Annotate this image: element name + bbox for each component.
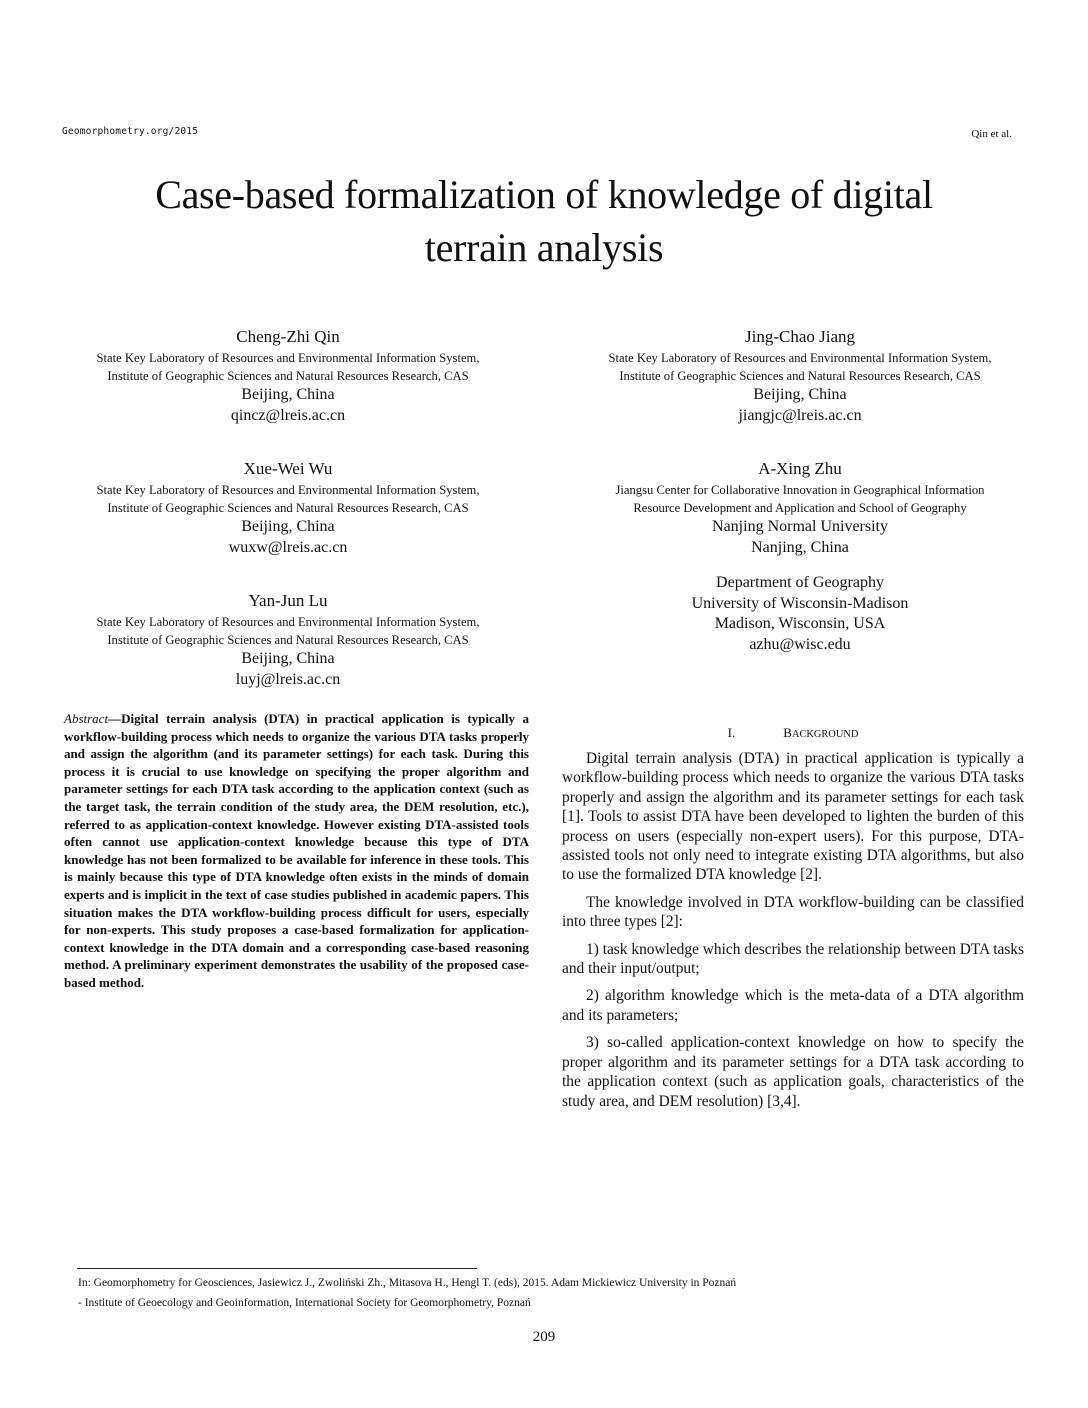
body-paragraph: 3) so-called application-context knowledge on how to specify the proper algorithm and its parameter settings for a DTA task according to the application context (such as application goals, characteristics of the study area, and DEM resolution) [3,4]. [562,1034,1024,1110]
abstract-text: —Digital terrain analysis (DTA) in practical application is typically a workflow-building process which needs to organize the various DTA tasks properly and assign the algorithm (and its parameter settings) for each task. During this process it is crucial to use knowledge on specifying the proper algorithm and parameter settings for each DTA task according to the application context (such as the target task, the terrain condition of the study area, the DEM resolution, etc.), referred to as application-context knowledge. However existing DTA-assisted tools often cannot use application-context knowledge because this type of DTA knowledge has not been formalized to be available for inference in these tools. This is mainly because this type of DTA knowledge often exists in the minds of domain experts and is implicit in the text of case studies published in academic papers. This situation makes the DTA workflow-building process difficult for users, especially for non-experts. This study proposes a case-based formalization for application-context knowledge in the DTA domain and a corresponding case-based reasoning method. A preliminary experiment demonstrates the usability of the proposed case-based method. [64,711,529,990]
paper-title [100,168,988,274]
footnote-divider [77,1268,477,1269]
section-heading [562,725,1024,741]
section-title-initial: B [783,725,792,740]
section-number: I. [727,725,736,740]
body-paragraph: 2) algorithm knowledge which is the meta-data of a DTA algorithm and its parameters; [562,987,1024,1024]
author-affiliation: Institute of Geographic Sciences and Natural Resources Research, CAS [107,500,469,515]
body-column [562,749,1024,1119]
author-affiliation: Institute of Geographic Sciences and Natural Resources Research, CAS [107,632,469,647]
author-department: Department of Geography [716,574,884,591]
author-affiliation: Jiangsu Center for Collaborative Innovation in Geographical Information [615,483,985,497]
author-block-qin [40,326,536,426]
author-block-lu [40,590,536,690]
author-city: Madison, Wisconsin, USA [714,615,886,632]
author-name: A-Xing Zhu [758,459,842,478]
author-city: Beijing, China [241,650,335,667]
title-line-1: Case-based formalization of knowledge of digital [155,172,933,217]
abstract-label: Abstract [64,711,109,726]
author-affiliation: Resource Development and Application and School of Geography [633,500,967,515]
author-institution: Nanjing Normal University [712,518,888,535]
author-affiliation: Institute of Geographic Sciences and Natural Resources Research, CAS [107,368,469,383]
running-header-left: Geomorphometry.org/2015 [62,126,199,137]
title-line-2: terrain analysis [424,225,664,270]
author-city: Beijing, China [753,386,847,403]
body-paragraph: Digital terrain analysis (DTA) in practical application is typically a workflow-building process which needs to organize the various DTA tasks properly and assign the algorithm and its parameter settings for each task [1]. Tools to assist DTA have been developed to lighten the burden of this process on users (especially non-expert users). For this purpose, DTA-assisted tools not only need to integrate existing DTA algorithms, but also to use the formalized DTA knowledge [2]. [562,750,1024,884]
footnote-line-1: In: Geomorphometry for Geosciences, Jasiewicz J., Zwoliński Zh., Mitasova H., Hengl T. (eds), 2015. Adam Mickiewicz University in Poznań [78,1277,737,1289]
author-city: Beijing, China [241,386,335,403]
author-email: qincz@lreis.ac.cn [230,406,346,424]
author-email: azhu@wisc.edu [749,635,851,653]
author-block-wu [40,458,536,558]
body-paragraph: The knowledge involved in DTA workflow-building can be classified into three types [2]: [562,893,1024,931]
author-affiliation: State Key Laboratory of Resources and Environmental Information System, [96,483,480,497]
author-name: Jing-Chao Jiang [744,327,856,346]
author-block-jiang [552,326,1048,426]
page-number: 209 [532,1329,556,1345]
author-email: jiangjc@lreis.ac.cn [738,406,862,424]
author-affiliation: State Key Laboratory of Resources and Environmental Information System, [96,615,480,629]
author-block-zhu [552,458,1048,655]
running-header-right: Qin et al. [971,128,1012,140]
author-name: Xue-Wei Wu [243,459,333,478]
author-affiliation: State Key Laboratory of Resources and Environmental Information System, [96,351,480,365]
footnote-line-2: - Institute of Geoecology and Geoinformation, International Society for Geomorphometry, Poznań [78,1297,531,1309]
abstract [64,710,529,992]
author-city: Beijing, China [241,518,335,535]
author-institution: University of Wisconsin-Madison [691,594,909,612]
body-paragraph: 1) task knowledge which describes the relationship between DTA tasks and their input/output; [562,940,1024,978]
author-name: Cheng-Zhi Qin [236,327,340,346]
author-email: luyj@lreis.ac.cn [235,670,341,688]
author-affiliation: State Key Laboratory of Resources and Environmental Information System, [608,351,992,365]
author-city: Nanjing, China [751,538,849,556]
author-name: Yan-Jun Lu [248,591,328,610]
author-affiliation: Institute of Geographic Sciences and Natural Resources Research, CAS [619,368,981,383]
author-email: wuxw@lreis.ac.cn [228,538,348,556]
section-title-rest: ACKGROUND [791,729,859,740]
